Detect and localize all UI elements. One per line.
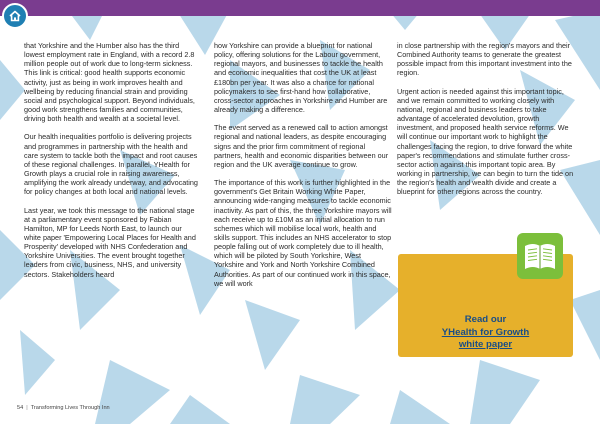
page-number: 54	[17, 405, 24, 411]
paragraph: how Yorkshire can provide a blueprint for national policy, offering solutions for the Labour government, regional mayors, and businesses to tackle the health and economic inequalities that cost the UK at least £180bn per year. It was also a chance for national policymakers to see first-hand how collaborative, cross-sector approaches in Yorkshire and Humber are already making a difference.	[214, 41, 388, 115]
text-column-2	[214, 41, 392, 297]
book-icon	[517, 233, 563, 279]
paragraph: Last year, we took this message to the national stage at a parliamentary event sponsored by Fabian Hamilton, MP for Leeds North East, to launch our white paper 'Empowering Local Places for Health and Prosperity' developed with NHS Confederation and Yorkshire Universities. The event brought together leaders from civic, business, NHS, and university sectors. Stakeholders heard	[24, 205, 196, 279]
page-footer: 54 | Transforming Lives Through Inn	[17, 405, 110, 411]
callout-line-1: Read our	[464, 314, 507, 325]
paragraph: that Yorkshire and the Humber also has the third lowest employment rate in England, with a record 2.8 million people out of work due to long-term sickness. This link is critical: good health supports economic activity, just as being in work improves health and wellbeing by reducing financial strain and providing social and psychological support. Beyond individuals, good work strengthens families and communities, driving both health and wealth at a societal level.	[24, 41, 195, 124]
paragraph: Urgent action is needed against this important topic, and we remain committed to working closely with national, regional and business leaders to take advantage of accelerated devolution, growth investment, and proposed health service reforms. We will continue our important work to highlight the challenges facing the region, to drive forward the white paper's recommendations and stimulate further cross-sector action against this important topic area. By working in partnership, we can begin to turn the tide on the region's health and wealth divide and create a blueprint for other regions across the country.	[397, 86, 574, 197]
white-paper-link[interactable]: YHealth for Growth	[441, 326, 530, 338]
top-bar	[0, 0, 600, 16]
home-button[interactable]	[2, 3, 28, 29]
white-paper-link-2[interactable]: white paper	[458, 339, 513, 351]
white-paper-callout[interactable]	[398, 254, 573, 357]
text-column-3	[397, 41, 577, 206]
report-title: Transforming Lives Through Inn	[30, 405, 110, 411]
paragraph: The importance of this work is further highlighted in the government's Get Britain Working White Paper, announcing wide-ranging measures to tackle economic inactivity. As part of this, the three Yorkshire mayors will each receive up to £10M as an initial allocation to run schemes which will mobilise local work, health and skills support. This includes an NHS accelerator to stop people falling out of work completely due to ill health, which will be piloted by South Yorkshire, West Yorkshire and York and North Yorkshire Combined Authorities. As part of our continued work in this space, we will work	[214, 178, 392, 288]
callout-text[interactable]	[398, 314, 573, 352]
paragraph: in close partnership with the region's mayors and their Combined Authority teams to generate the greatest possible impact from this important investment into the region.	[397, 41, 572, 78]
paragraph: Our health inequalities portfolio is delivering projects and programmes in partnership with the health and care system to tackle both the impact and root causes of these regional challenges. In parallel, YHealth for Growth plays a crucial role in raising awareness, amplifying the work already underway, and advocating for policy changes at both local and national levels.	[24, 132, 198, 197]
text-column-1	[24, 41, 200, 288]
paragraph: The event served as a renewed call to action amongst regional and national leaders, as despite encouraging signs and the prior firm commitment of regional partners, health and economic disparities between our region and the UK average continue to grow.	[214, 123, 389, 169]
home-icon	[8, 9, 22, 23]
